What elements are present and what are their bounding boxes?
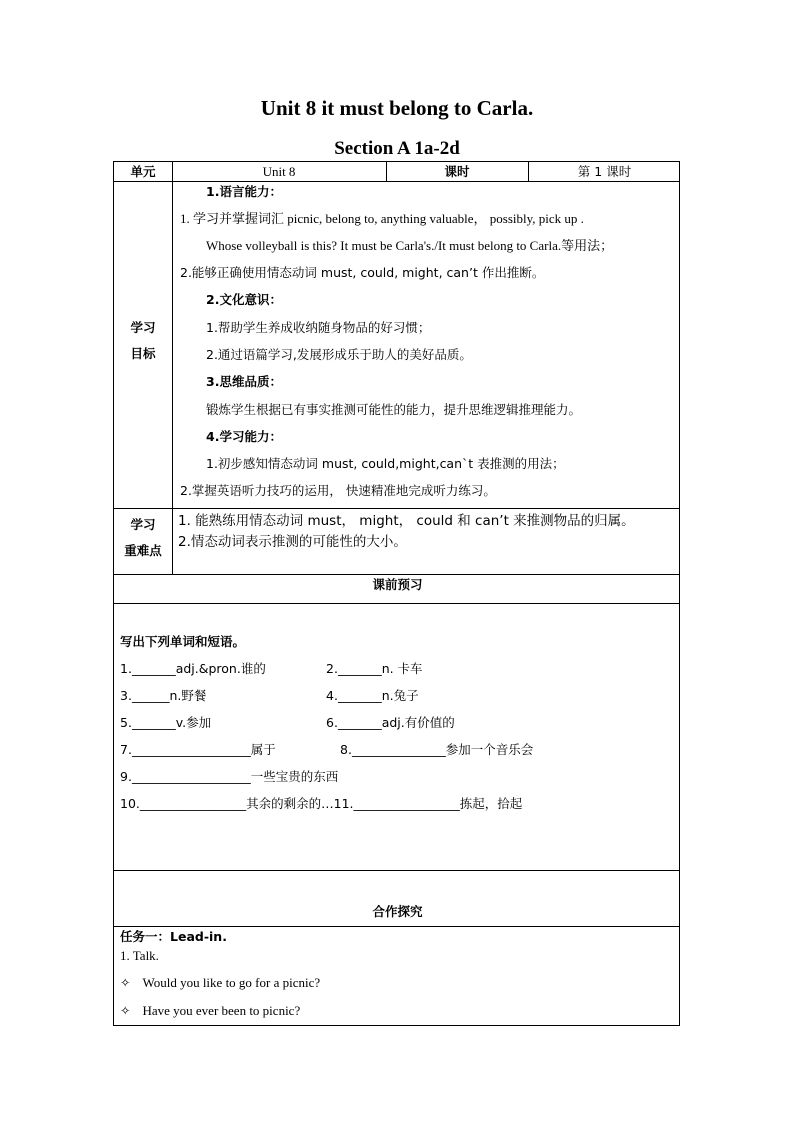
objective-line: 1.帮助学生养成收纳随身物品的好习惯； (206, 320, 431, 335)
vocab-item: 5._______v.参加 (120, 715, 212, 730)
objective-line: 2.掌握英语听力技巧的运用， 快速精准地完成听力练习。 (180, 483, 496, 498)
page-subtitle: Section A 1a-2d (334, 138, 460, 159)
row-divider (114, 603, 679, 604)
question-item: ✧ Would you like to go for a picnic? (120, 975, 321, 990)
preview-instruction: 写出下列单词和短语。 (120, 634, 246, 649)
bullet-icon: ✧ (120, 1003, 131, 1018)
row-divider (114, 870, 679, 871)
question-item: ✧ Have you ever been to picnic? (120, 1003, 301, 1018)
task-step: 1. Talk. (120, 948, 159, 963)
period-label: 课时 (444, 164, 470, 179)
row-divider (114, 926, 679, 927)
keypoints-label: 学习 (130, 517, 156, 532)
row-divider (114, 508, 679, 509)
vocab-item: 2._______n. 卡车 (326, 661, 423, 676)
objective-heading: 4.学习能力： (206, 429, 282, 444)
page-title: Unit 8 it must belong to Carla. (260, 96, 534, 120)
vocab-item: 9.___________________一些宝贵的东西 (120, 769, 339, 784)
objective-heading: 3.思维品质： (206, 374, 282, 389)
row-divider (114, 574, 679, 575)
column-divider (172, 162, 173, 574)
unit-value: Unit 8 (262, 164, 296, 179)
unit-label: 单元 (130, 164, 156, 179)
task-title: 任务一：Lead-in. (120, 929, 227, 944)
row-divider (114, 181, 679, 182)
objective-heading: 2.文化意识： (206, 292, 282, 307)
objective-line: 锻炼学生根据已有事实推测可能性的能力，提升思维逻辑推理能力。 (206, 402, 582, 417)
objective-line: 2.能够正确使用情态动词 must, could, might, can’t 作出推断。 (180, 265, 545, 280)
objective-line: 2.通过语篇学习,发展形成乐于助人的美好品质。 (206, 347, 472, 362)
objective-line: Whose volleyball is this? It must be Carla's./It must belong to Carla.等用法； (206, 238, 614, 253)
objective-line: 1. 学习并掌握词汇 picnic, belong to, anything valuable， possibly, pick up . (180, 211, 584, 226)
preview-header: 课前预习 (372, 577, 423, 592)
objective-heading: 1.语言能力： (206, 184, 282, 199)
bullet-icon: ✧ (120, 975, 131, 990)
vocab-item: 3.______n.野餐 (120, 688, 207, 703)
vocab-item: 4._______n.兔子 (326, 688, 419, 703)
objectives-label: 目标 (130, 346, 156, 361)
keypoints-label: 重难点 (124, 543, 162, 558)
vocab-item: 7.___________________属于 (120, 742, 276, 757)
objectives-label: 学习 (130, 320, 156, 335)
objective-line: 1.初步感知情态动词 must, could,might,can`t 表推测的用法； (206, 456, 565, 471)
keypoint-line: 1. 能熟练用情态动词 must， might， could 和 can’t 来推测物品的归属。 (178, 513, 635, 529)
vocab-item: 10._________________其余的剩余的…11._________________拣起，拾起 (120, 796, 523, 811)
lesson-plan-table (113, 161, 680, 1026)
vocab-item: 1._______adj.&pron.谁的 (120, 661, 266, 676)
keypoint-line: 2.情态动词表示推测的可能性的大小。 (178, 534, 407, 550)
vocab-item: 8._______________参加一个音乐会 (340, 742, 534, 757)
period-value: 第 1 课时 (577, 164, 632, 179)
cooperation-header: 合作探究 (372, 904, 423, 919)
vocab-item: 6._______adj.有价值的 (326, 715, 455, 730)
